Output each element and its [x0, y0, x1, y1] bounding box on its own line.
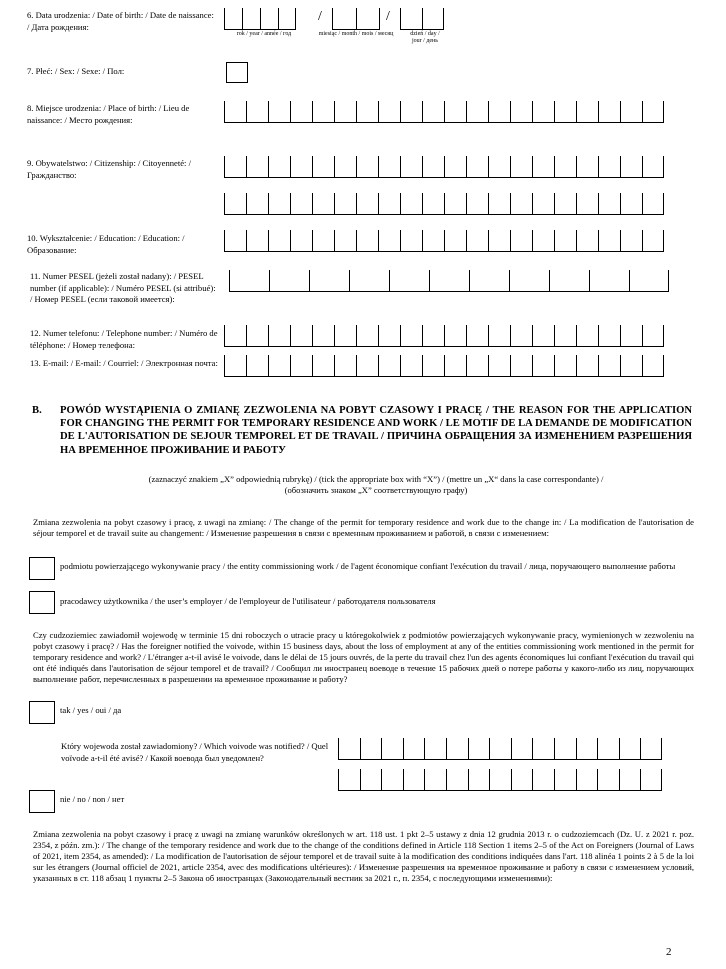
yes-checkbox[interactable]	[29, 701, 55, 724]
input-cell[interactable]	[597, 769, 619, 791]
citizenship-boxes-1[interactable]	[224, 156, 664, 178]
input-cell[interactable]	[640, 738, 662, 760]
input-cell[interactable]	[356, 355, 378, 377]
page-number: 2	[666, 946, 672, 958]
input-cell[interactable]	[554, 355, 576, 377]
input-cell[interactable]	[620, 193, 642, 215]
input-cell[interactable]	[356, 230, 378, 252]
input-cell[interactable]	[290, 193, 312, 215]
input-cell[interactable]	[268, 230, 290, 252]
input-cell[interactable]	[466, 193, 488, 215]
input-cell[interactable]	[349, 270, 389, 292]
input-cell[interactable]	[532, 769, 554, 791]
input-cell[interactable]	[510, 355, 532, 377]
citizenship-boxes-2[interactable]	[224, 193, 664, 215]
input-cell[interactable]	[356, 8, 380, 30]
voivode-boxes-2[interactable]	[338, 769, 662, 791]
input-cell[interactable]	[598, 156, 620, 178]
input-cell[interactable]	[312, 101, 334, 123]
input-cell[interactable]	[268, 101, 290, 123]
input-cell[interactable]	[598, 101, 620, 123]
input-cell[interactable]	[334, 156, 356, 178]
input-cell[interactable]	[338, 769, 360, 791]
input-cell[interactable]	[268, 156, 290, 178]
input-cell[interactable]	[242, 8, 260, 30]
input-cell[interactable]	[468, 738, 490, 760]
no-label: nie / no / non / нет	[60, 794, 125, 804]
input-cell[interactable]	[510, 230, 532, 252]
input-cell[interactable]	[466, 355, 488, 377]
input-cell[interactable]	[429, 270, 469, 292]
input-cell[interactable]	[554, 193, 576, 215]
article-118-text: Zmiana zezwolenia na pobyt czasowy i pracę z uwagi na zmianę warunków określonych w art. 118 ust. 1 pkt 2–5 ustawy z dnia 12 grudnia 2013 r. o cudzoziemcach (Dz. U. z 2021 r. poz. 2354, z późn. zm.): / The change of the temporary residence and work due to the change of the conditions defined in Article 118 Section 1 items 2–5 of the Act on Foreigners (Journal of Laws of 2021, item 2354, as amended): / La modification de l'autorisation de séjour temporel et de travail suite à la modification des conditions indiquées dans l'art. 118 alinéa 1 points 2 à 5 de la loi sur les étrangers (Journal officiel de 2021, article 2354, avec des modifications ultérieures): / Изменение разрешения на временное проживание и работу в связи с изменением условий, указанных в ст. 118 абзац 1 пункты 2–5 Закона об иностранцах (Законодательный вестник за 2021 г., п. 2354, с последующими изменениями):	[33, 829, 694, 883]
input-cell[interactable]	[554, 156, 576, 178]
entity-option-label: podmiotu powierzającego wykonywanie pracy / the entity commissioning work / de l'agent économique confiant l'exécution du travail / лица, поручающего выполнение работы	[60, 561, 676, 571]
input-cell[interactable]	[640, 769, 662, 791]
input-cell[interactable]	[309, 270, 349, 292]
input-cell[interactable]	[642, 230, 664, 252]
input-cell[interactable]	[246, 230, 268, 252]
input-cell[interactable]	[532, 738, 554, 760]
input-cell[interactable]	[466, 230, 488, 252]
input-cell[interactable]	[422, 325, 444, 347]
input-cell[interactable]	[378, 193, 400, 215]
input-cell[interactable]	[356, 193, 378, 215]
input-cell[interactable]	[246, 156, 268, 178]
input-cell[interactable]	[642, 355, 664, 377]
input-cell[interactable]	[629, 270, 669, 292]
employer-option-label: pracodawcy użytkownika / the user’s employer / de l'employeur de l'utilisateur / работодателя пользователя	[60, 596, 436, 606]
email-boxes[interactable]	[224, 355, 664, 377]
dob-month-caption: miesiąc / month / mois / месяц	[318, 31, 394, 37]
input-cell[interactable]	[532, 325, 554, 347]
input-cell[interactable]	[444, 355, 466, 377]
notification-question: Czy cudzoziemiec zawiadomił wojewodę w terminie 15 dni roboczych o utracie pracy u któregokolwiek z podmiotów powierzających wykonywanie pracy, wymienionych w zezwoleniu na pobyt czasowy i pracę? / Has the foreigner notified the voivode, within 15 business days, about the loss of employment at any of the entities commissioning work mentioned in the permit for temporary residence and work? / L'étranger a-t-il avisé le voivode, dans le délai de 15 jours ouvrés, de la perte du travail chez l'un des agents économiques lui confiant l'exécution du travail qui ont été indiqués dans l'autorisation de séjour temporel et de travail? / Сообщил ли иностранец воеводе в течение 15 рабочих дней о потере работы у какого-либо из лиц, поручающих выполнение работ, перечисленных в разрешении на временное проживание и работу?	[33, 630, 694, 684]
input-cell[interactable]	[446, 769, 468, 791]
input-cell[interactable]	[576, 156, 598, 178]
birthplace-boxes[interactable]	[224, 101, 664, 123]
email-label: 13. E-mail: / E-mail: / Courriel: / Электронная почта:	[30, 358, 218, 368]
input-cell[interactable]	[403, 738, 425, 760]
section-b-instr-1: (zaznaczyć znakiem „X” odpowiednią rubrykę) / (tick the appropriate box with “X”) / (mettre un „X“ dans la case correspondante) /	[148, 474, 604, 484]
phone-label: 12. Numer telefonu: / Telephone number: / Numéro de téléphone: / Номер телефона:	[30, 328, 218, 350]
input-cell[interactable]	[576, 769, 598, 791]
input-cell[interactable]	[246, 193, 268, 215]
input-cell[interactable]	[268, 355, 290, 377]
input-cell[interactable]	[269, 270, 309, 292]
input-cell[interactable]	[488, 101, 510, 123]
birthplace-label: 8. Miejsce urodzenia: / Place of birth: / Lieu de naissance: / Место рождения:	[27, 103, 190, 125]
input-cell[interactable]	[554, 738, 576, 760]
no-checkbox[interactable]	[29, 790, 55, 813]
input-cell[interactable]	[598, 193, 620, 215]
input-cell[interactable]	[224, 156, 246, 178]
input-cell[interactable]	[422, 193, 444, 215]
input-cell[interactable]	[360, 769, 382, 791]
education-label: 10. Wykształcenie: / Education: / Education: / Образование:	[27, 233, 185, 255]
input-cell[interactable]	[532, 230, 554, 252]
sex-label: 7. Płeć: / Sex: / Sexe: / Пол:	[27, 66, 125, 76]
input-cell[interactable]	[576, 355, 598, 377]
change-intro-text: Zmiana zezwolenia na pobyt czasowy i pracę, z uwagi na zmianę: / The change of the permit for temporary residence and work due to the change in: / La modification de l'autorisation de séjour temporel et de travail suite au changement: / Изменение разрешения в связи с временным проживанием и работой, в связи с изменением:	[33, 517, 694, 538]
input-cell[interactable]	[400, 156, 422, 178]
input-cell[interactable]	[246, 101, 268, 123]
dob-month-boxes[interactable]	[332, 8, 380, 30]
input-cell[interactable]	[642, 101, 664, 123]
input-cell[interactable]	[400, 355, 422, 377]
input-cell[interactable]	[356, 156, 378, 178]
input-cell[interactable]	[511, 769, 533, 791]
which-voivode-label: Który wojewoda został zawiadomiony? / Which voivode was notified? / Quel voïvode a-t-il été avisé? / Какой воевода был уведомлен?	[61, 741, 329, 763]
input-cell[interactable]	[312, 193, 334, 215]
input-cell[interactable]	[554, 325, 576, 347]
citizenship-label: 9. Obywatelstwo: / Citizenship: / Citoyenneté: / Гражданство:	[27, 158, 191, 180]
input-cell[interactable]	[469, 270, 509, 292]
input-cell[interactable]	[246, 325, 268, 347]
input-cell[interactable]	[576, 193, 598, 215]
input-cell[interactable]	[290, 230, 312, 252]
input-cell[interactable]	[598, 230, 620, 252]
section-b-instr-2: (обозначить знаком „X” соответствующую графу)	[284, 485, 468, 495]
input-cell[interactable]	[334, 193, 356, 215]
input-cell[interactable]	[290, 355, 312, 377]
input-cell[interactable]	[400, 101, 422, 123]
input-cell[interactable]	[576, 325, 598, 347]
input-cell[interactable]	[400, 193, 422, 215]
dob-year-boxes[interactable]	[224, 8, 296, 30]
input-cell[interactable]	[642, 156, 664, 178]
input-cell[interactable]	[224, 193, 246, 215]
input-cell[interactable]	[554, 101, 576, 123]
input-cell[interactable]	[510, 193, 532, 215]
input-cell[interactable]	[549, 270, 589, 292]
input-cell[interactable]	[422, 230, 444, 252]
input-cell[interactable]	[278, 8, 296, 30]
input-cell[interactable]	[589, 270, 629, 292]
input-cell[interactable]	[312, 230, 334, 252]
input-cell[interactable]	[532, 101, 554, 123]
dob-label: 6. Data urodzenia: / Date of birth: / Date de naissance: / Дата рождения:	[27, 10, 214, 32]
input-cell[interactable]	[488, 325, 510, 347]
input-cell[interactable]	[466, 101, 488, 123]
input-cell[interactable]	[312, 355, 334, 377]
input-cell[interactable]	[444, 230, 466, 252]
input-cell[interactable]	[597, 738, 619, 760]
input-cell[interactable]	[532, 156, 554, 178]
dob-day-caption: dzień / day / jour / день	[410, 31, 440, 44]
input-cell[interactable]	[290, 101, 312, 123]
input-cell[interactable]	[511, 738, 533, 760]
input-cell[interactable]	[312, 325, 334, 347]
input-cell[interactable]	[532, 355, 554, 377]
input-cell[interactable]	[446, 738, 468, 760]
input-cell[interactable]	[468, 769, 490, 791]
input-cell[interactable]	[403, 769, 425, 791]
input-cell[interactable]	[620, 355, 642, 377]
input-cell[interactable]	[224, 8, 242, 30]
input-cell[interactable]	[268, 325, 290, 347]
input-cell[interactable]	[554, 769, 576, 791]
input-cell[interactable]	[510, 101, 532, 123]
input-cell[interactable]	[444, 156, 466, 178]
input-cell[interactable]	[378, 230, 400, 252]
education-boxes[interactable]	[224, 230, 664, 252]
input-cell[interactable]	[400, 325, 422, 347]
input-cell[interactable]	[444, 193, 466, 215]
input-cell[interactable]	[229, 270, 269, 292]
input-cell[interactable]	[312, 156, 334, 178]
input-cell[interactable]	[224, 101, 246, 123]
input-cell[interactable]	[422, 156, 444, 178]
input-cell[interactable]	[338, 738, 360, 760]
pesel-label: 11. Numer PESEL (jeżeli został nadany): / PESEL number (if applicable): / Numéro PESEL (si attribué): / Номер PESEL (если таковой имеется):	[30, 271, 216, 304]
input-cell[interactable]	[444, 325, 466, 347]
input-cell[interactable]	[378, 325, 400, 347]
input-cell[interactable]	[619, 769, 641, 791]
input-cell[interactable]	[619, 738, 641, 760]
input-cell[interactable]	[334, 355, 356, 377]
input-cell[interactable]	[510, 156, 532, 178]
input-cell[interactable]	[620, 156, 642, 178]
input-cell[interactable]	[356, 325, 378, 347]
pesel-boxes[interactable]	[229, 270, 669, 292]
input-cell[interactable]	[381, 738, 403, 760]
input-cell[interactable]	[598, 325, 620, 347]
input-cell[interactable]	[576, 230, 598, 252]
input-cell[interactable]	[532, 193, 554, 215]
input-cell[interactable]	[334, 230, 356, 252]
phone-boxes[interactable]	[224, 325, 664, 347]
input-cell[interactable]	[334, 101, 356, 123]
dob-sep-2: /	[386, 9, 390, 24]
input-cell[interactable]	[422, 8, 444, 30]
input-cell[interactable]	[332, 8, 356, 30]
input-cell[interactable]	[488, 156, 510, 178]
input-cell[interactable]	[422, 355, 444, 377]
input-cell[interactable]	[360, 738, 382, 760]
input-cell[interactable]	[642, 325, 664, 347]
input-cell[interactable]	[389, 270, 429, 292]
input-cell[interactable]	[290, 325, 312, 347]
input-cell[interactable]	[378, 355, 400, 377]
input-cell[interactable]	[554, 230, 576, 252]
input-cell[interactable]	[260, 8, 278, 30]
input-cell[interactable]	[246, 355, 268, 377]
input-cell[interactable]	[509, 270, 549, 292]
input-cell[interactable]	[424, 738, 446, 760]
voivode-boxes-1[interactable]	[338, 738, 662, 760]
input-cell[interactable]	[444, 101, 466, 123]
input-cell[interactable]	[424, 769, 446, 791]
input-cell[interactable]	[268, 193, 290, 215]
input-cell[interactable]	[598, 355, 620, 377]
entity-checkbox[interactable]	[29, 557, 55, 580]
input-cell[interactable]	[400, 230, 422, 252]
dob-sep-1: /	[318, 9, 322, 24]
input-cell[interactable]	[576, 101, 598, 123]
input-cell[interactable]	[620, 230, 642, 252]
input-cell[interactable]	[224, 230, 246, 252]
section-b-title: POWÓD WYSTĄPIENIA O ZMIANĘ ZEZWOLENIA NA POBYT CZASOWY I PRACĘ / THE REASON FOR THE APPLICATION FOR CHANGING THE PERMIT FOR TEMPORARY RESIDENCE AND WORK / LE MOTIF DE LA DEMANDE DE MODIFICATION DE L'AUTORISATION DE SEJOUR TEMPOREL ET DE TRAVAIL / ПРИЧИНА ОБРАЩЕНИЯ ЗА ИЗМЕНЕНИЕМ РАЗРЕШЕНИЯ НА ВРЕМЕННОЕ ПРОЖИВАНИЕ И РАБОТУ	[60, 405, 692, 456]
input-cell[interactable]	[620, 101, 642, 123]
input-cell[interactable]	[642, 193, 664, 215]
input-cell[interactable]	[224, 355, 246, 377]
input-cell[interactable]	[576, 738, 598, 760]
input-cell[interactable]	[334, 325, 356, 347]
dob-year-caption: rok / year / année / год	[236, 31, 292, 37]
sex-box[interactable]	[226, 62, 248, 83]
input-cell[interactable]	[489, 738, 511, 760]
input-cell[interactable]	[488, 193, 510, 215]
input-cell[interactable]	[290, 156, 312, 178]
input-cell[interactable]	[620, 325, 642, 347]
input-cell[interactable]	[224, 325, 246, 347]
input-cell[interactable]	[510, 325, 532, 347]
section-b-letter: B.	[32, 405, 42, 416]
input-cell[interactable]	[466, 325, 488, 347]
input-cell[interactable]	[422, 101, 444, 123]
input-cell[interactable]	[400, 8, 422, 30]
input-cell[interactable]	[466, 156, 488, 178]
input-cell[interactable]	[489, 769, 511, 791]
input-cell[interactable]	[378, 156, 400, 178]
employer-checkbox[interactable]	[29, 591, 55, 614]
dob-day-boxes[interactable]	[400, 8, 444, 30]
input-cell[interactable]	[488, 355, 510, 377]
input-cell[interactable]	[381, 769, 403, 791]
input-cell[interactable]	[356, 101, 378, 123]
input-cell[interactable]	[378, 101, 400, 123]
yes-label: tak / yes / oui / да	[60, 705, 122, 715]
input-cell[interactable]	[488, 230, 510, 252]
